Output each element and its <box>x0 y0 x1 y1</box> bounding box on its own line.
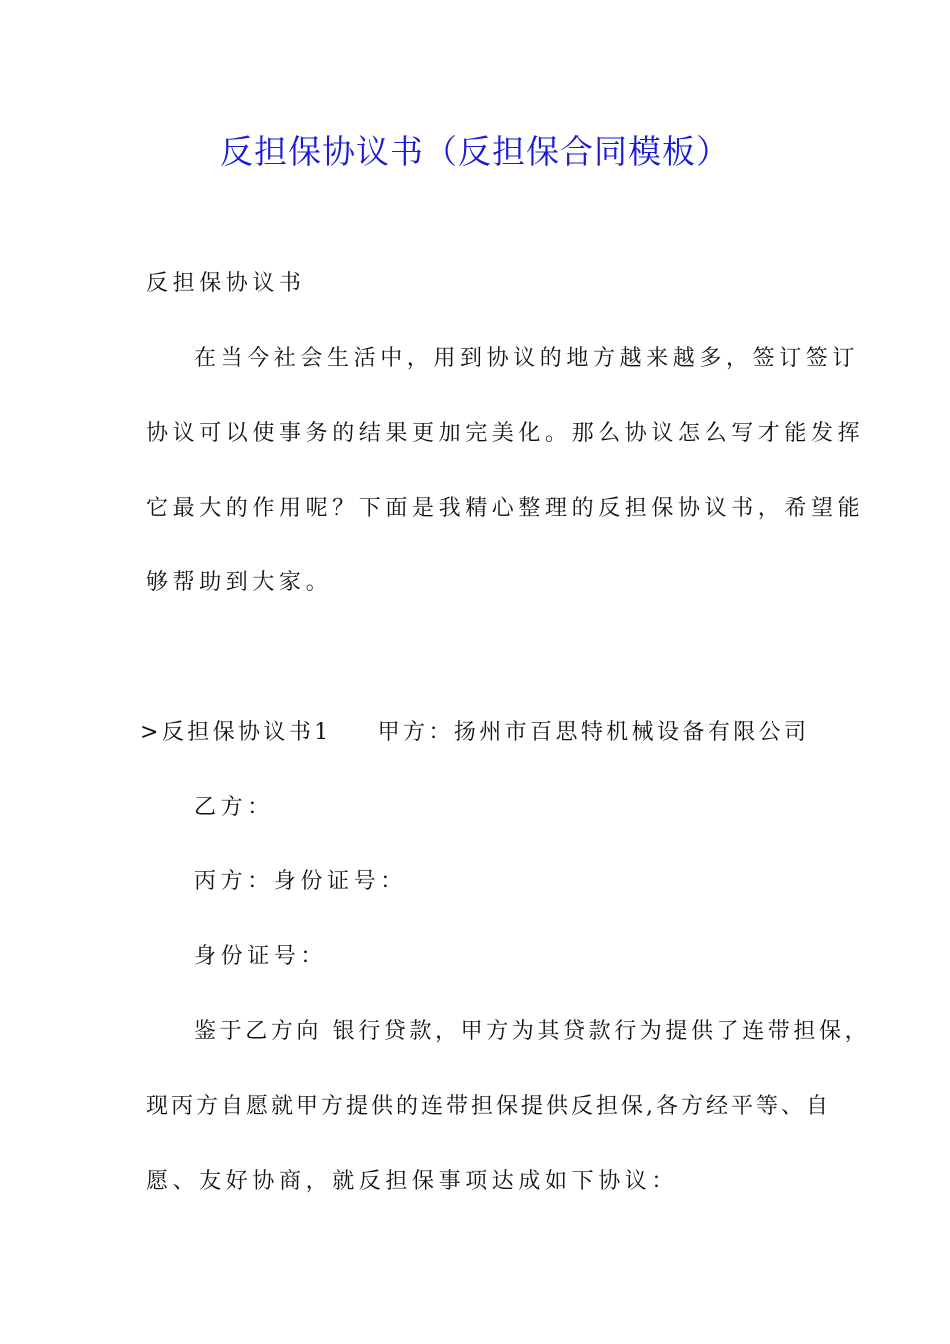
party-b: 乙方： <box>194 795 274 820</box>
party-c: 丙方：身份证号： <box>194 869 407 894</box>
section-heading: >反担保协议书1 <box>140 720 332 745</box>
party-a: 甲方：扬州市百思特机械设备有限公司 <box>377 720 810 745</box>
intro-line-2: 协议可以使事务的结果更加完美化。那么协议怎么写才能发挥 <box>146 421 865 446</box>
subtitle: 反担保协议书 <box>146 271 306 296</box>
section-heading-row <box>140 717 809 749</box>
page-title: 反担保协议书（反担保合同模板） <box>220 132 730 171</box>
intro-line-3: 它最大的作用呢？下面是我精心整理的反担保协议书，希望能 <box>146 496 865 521</box>
body-line-1: 鉴于乙方向 银行贷款，甲方为其贷款行为提供了连带担保， <box>194 1019 871 1044</box>
intro-line-1: 在当今社会生活中，用到协议的地方越来越多，签订签订 <box>194 346 860 371</box>
body-line-2: 现丙方自愿就甲方提供的连带担保提供反担保,各方经平等、自 <box>146 1094 831 1119</box>
intro-line-4: 够帮助到大家。 <box>146 570 333 595</box>
id-number: 身份证号： <box>194 944 328 969</box>
body-line-3: 愿、友好协商，就反担保事项达成如下协议： <box>146 1169 679 1194</box>
